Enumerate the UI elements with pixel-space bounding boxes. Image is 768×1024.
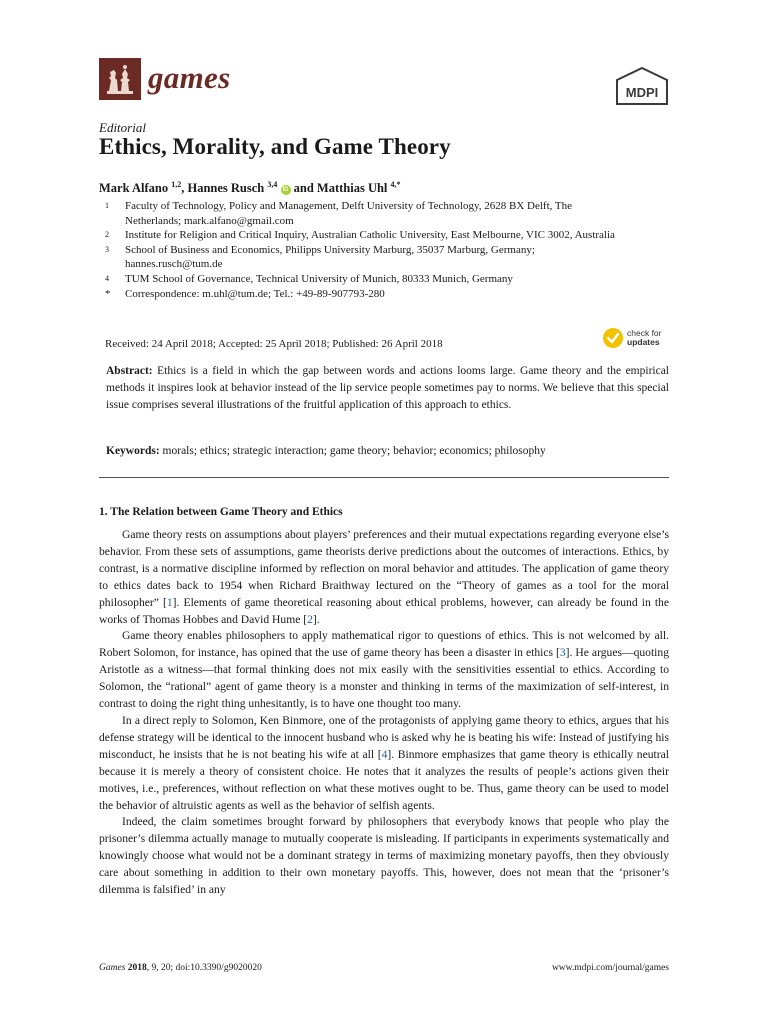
orcid-icon[interactable]: iD (282, 187, 289, 194)
paragraph-text: Indeed, the claim sometimes brought forward by philosophers that everybody knows that people who play the prisoner’s dilemma actually manage to mutually cooperate is misleading. If participants in experiments systematically and knowingly choose what would not be a dominant strategy in terms of maximizing monetary payoffs, then they obviously care about something in addition to their own monetary payoffs. This, however, does not mean that the ‘prisoner’s dilemma is falsified’ in any (99, 815, 669, 897)
citation-footer (99, 963, 262, 973)
check-updates-label (627, 329, 662, 348)
footer-year: 2018 (125, 963, 147, 973)
affiliation-item (99, 272, 619, 287)
paragraph (99, 527, 669, 628)
citation-link[interactable]: 4 (381, 747, 388, 761)
section-divider (99, 477, 669, 478)
affiliation-mark: 3 (105, 244, 109, 254)
citation-link[interactable]: 3 (559, 646, 566, 660)
paragraph-text: Game theory enables philosophers to apply mathematical rigor to questions of ethics. This is not welcomed by all. Robert Solomon, for instance, has opined that the use of game theory has been a disaster in ethics [ (99, 629, 669, 660)
affiliation-text: Institute for Religion and Critical Inquiry, Australian Catholic University, East Melbourne, VIC 3002, Australia (125, 229, 615, 242)
paragraph-text: Game theory rests on assumptions about players’ preferences and their mutual expectations regarding everyone else’s behavior. From these sets of assumptions, game theorists derive predictions about the outcomes of interactions. Ethics, by contrast, is a normative discipline informed by reflection on moral behavior and attitudes. The application of game theory to ethics dates back to 1954 when Richard Braithway lectured on the “Theory of games as a tool for the moral philosopher” [ (99, 528, 669, 609)
affiliation-mark: * (105, 287, 111, 300)
author-name: Matthias Uhl (316, 181, 391, 196)
author-list (99, 180, 401, 196)
mdpi-logo (615, 66, 669, 106)
author-name: Mark Alfano (99, 181, 172, 196)
journal-url[interactable]: www.mdpi.com/journal/games (551, 963, 669, 973)
paragraph (99, 713, 669, 814)
paragraph-text: ]. Binmore emphasizes that game theory is ethically neutral because it is merely a theory of consistent choice. He notes that it analyzes the results of people’s actions given their motives, i.e., preferences, without reflection on what these motives ought to be. Thus, game theory can be used to model the behavior of altruistic agents as well as the behavior of selfish agents. (99, 747, 669, 812)
check-updates-line1: check for (627, 327, 662, 338)
section-heading: 1. The Relation between Game Theory and Ethics (99, 506, 343, 518)
abstract-text: Ethics is a field in which the gap between words and actions looms large. Game theory and the empirical methods it inspires look at behavior instead of the lip service people sometimes pay to norms. We believe that this special issue comprises several illustrations of the fruitful application of this approach to ethics. (106, 365, 669, 411)
abstract (106, 363, 669, 414)
abstract-label: Abstract: (106, 365, 153, 377)
affiliation-item (99, 287, 619, 302)
citation-link[interactable]: 1 (166, 595, 173, 609)
journal-logo-icon (99, 58, 141, 100)
publication-dates: Received: 24 April 2018; Accepted: 25 April 2018; Published: 26 April 2018 (105, 338, 443, 350)
article-type: Editorial (99, 120, 146, 135)
citation-link[interactable]: 2 (307, 612, 313, 626)
footer-doi: , 9, 20; doi:10.3390/g9020020 (146, 963, 262, 973)
author-affiliation-ref: 4,* (390, 180, 401, 189)
publisher-name: MDPI (625, 85, 659, 100)
author-separator: and (290, 181, 317, 196)
affiliation-text: Faculty of Technology, Policy and Management, Delft University of Technology, 2628 BX Delft, The Netherlands; mark.alfano@gmail.com (125, 200, 573, 227)
affiliation-item (99, 243, 619, 272)
body-text (99, 527, 669, 899)
paragraph (99, 628, 669, 713)
keywords-text: morals; ethics; strategic interaction; game theory; behavior; economics; philosophy (159, 445, 546, 457)
affiliation-text: TUM School of Governance, Technical University of Munich, 80333 Munich, Germany (125, 272, 513, 285)
affiliation-list (99, 199, 619, 301)
affiliation-mark: 2 (105, 230, 109, 240)
paragraph-text: ]. (312, 612, 320, 626)
author-affiliation-ref: 3,4 (267, 180, 278, 189)
affiliation-mark: 1 (105, 201, 109, 210)
affiliation-item (99, 228, 619, 243)
author-affiliation-ref: 1,2 (171, 180, 182, 189)
affiliation-mark: 4 (105, 273, 109, 283)
correspondence-text: Correspondence: m.uhl@tum.de; Tel.: +49-89-907793-280 (125, 287, 385, 300)
affiliation-text: School of Business and Economics, Philipps University Marburg, 35037 Marburg, Germany; hannes.rusch@tum.de (125, 243, 535, 271)
paragraph-text: ]. Elements of game theoretical reasoning about ethical problems, however, can already be found in the works of Thomas Hobbes and David Hume [ (99, 595, 669, 626)
author-name: Hannes Rusch (187, 181, 268, 196)
author-separator: , (181, 181, 188, 196)
article-title: Ethics, Morality, and Game Theory (99, 134, 451, 159)
check-updates-line2: updates (627, 337, 660, 347)
keywords (106, 443, 669, 460)
keywords-label: Keywords: (106, 445, 160, 457)
check-for-updates-badge[interactable] (602, 327, 662, 349)
check-updates-icon (602, 327, 624, 349)
paragraph (99, 814, 669, 899)
affiliation-item (99, 199, 619, 228)
journal-name: games (148, 60, 231, 95)
paragraph-text: ]. He argues—quoting Aristotle as a witness—that formal thinking does not mix easily with the sensitivities essential to ethics. According to Solomon, the “rational” agent of game theory is a monster and thinking in terms of the maximization of self-interest, in contrast to doing the right thing unhesitantly, is to have one thought too many. (99, 646, 669, 711)
footer-journal: Games (99, 963, 126, 973)
paragraph-text: In a direct reply to Solomon, Ken Binmore, one of the protagonists of applying game theory to ethics, argues that his defense strategy will be identical to the innocent husband who is asked why he is beating his wife: Instead of justifying his misconduct, he insists that he is not beating his wife at all [ (99, 713, 669, 761)
